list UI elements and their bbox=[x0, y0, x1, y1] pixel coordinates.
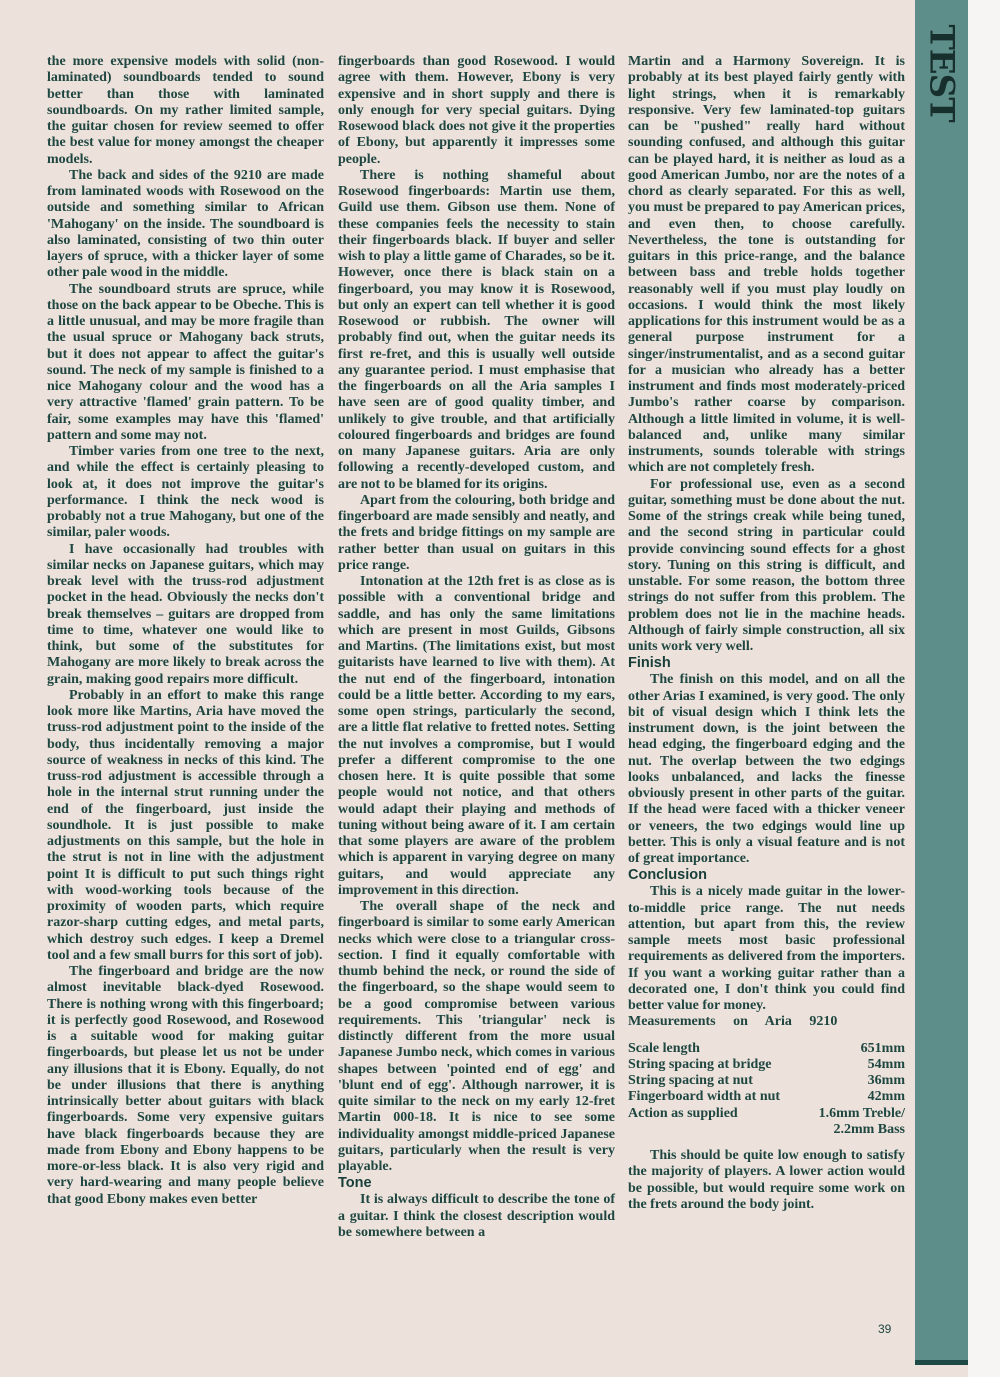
paragraph: Martin and a Harmony Sovereign. It is probably at its best played fairly gently with light strings, when it is remarkably responsive. Very few laminated-top guitars can be "pushed" really hard without sounding confused, and although this guitar can be played hard, it is neither as loud as a good American Jumbo, nor are the notes of a chord as clearly separated. For this as well, you must be prepared to pay American prices, and even then, to choose carefully. Nevertheless, the tone is outstanding for guitars in this price-range, and the balance between bass and treble holds together reasonably well if you must play loudly on occasions. I would think the most likely applications for this instrument would be as a general purpose instrument for a singer/instrumentalist, and as a second guitar for a musician who already has a better instrument and finds most moderately-priced Jumbo's rather coarse by comparison. Although a little limited in volume, it is well-balanced and, unlike many similar instruments, sounds tolerable with strings which are not completely fresh. bbox=[628, 54, 905, 476]
paragraph: Apart from the colouring, both bridge and fingerboard are made sensibly and neatly, and the frets and bridge fittings on my sample are rather better than usual on guitars in this price range. bbox=[338, 492, 615, 573]
paragraph: the more expensive models with solid (non-laminated) soundboards tended to sound better than those with laminated soundboards. On my rather limited sample, the guitar chosen for review seemed to offer the best value for money amongst the cheaper models. bbox=[47, 54, 324, 167]
paragraph: It is always difficult to describe the tone of a guitar. I think the closest description would be somewhere between a bbox=[338, 1192, 615, 1240]
row-value: 651mm bbox=[860, 1040, 905, 1056]
table-row bbox=[628, 1122, 905, 1138]
conclusion-heading: Conclusion bbox=[628, 867, 707, 884]
paragraph: The fingerboard and bridge are the now almost inevitable black-dyed Rosewood. There is nothing wrong with this fingerboard; it is perfectly good Rosewood, and Rosewood is a suitable wood for making guitar fingerboards, but please let us not be under any illusions that it is Ebony. Equally, do not be under illusions that there is anything intrinsically better about guitars with black fingerboards. Some very expensive guitars have black fingerboards because they are made from Ebony and Ebony happens to be more-or-less black. It is also very rigid and very hard-wearing and many people believe that good Ebony makes even better bbox=[47, 964, 324, 1207]
row-value: 36mm bbox=[867, 1073, 905, 1088]
row-value: 42mm bbox=[867, 1089, 905, 1105]
row-label: String spacing at nut bbox=[628, 1073, 753, 1088]
paragraph: Probably in an effort to make this range look more like Martins, Aria have moved the truss-rod adjustment point to the inside of the body, thus incidentally removing a major source of weakness in necks of this kind. The truss-rod adjustment is accessible through a hole in the internal strut running under the end of the fingerboard, just inside the soundhole. It is just possible to make adjustments on this sample, but the hole in the strut is not in line with the adjustment point It is difficult to put such things right with wood-working tools because of the proximity of wooden parts, which require razor-sharp cutting edges, and metal parts, which destroy such edges. I keep a Dremel tool and a few small burrs for this sort of job). bbox=[47, 687, 324, 963]
paragraph: I have occasionally had troubles with similar necks on Japanese guitars, which may break level with the truss-rod adjustment pocket in the head. Obviously the necks don't break themselves – guitars are dropped from time to time, whatever one would like to think, but some of the substitutes for Mahogany are more likely to break across the grain, making good repairs more difficult. bbox=[47, 541, 324, 687]
table-row bbox=[628, 1106, 905, 1122]
table-row bbox=[628, 1073, 905, 1089]
finish-heading: Finish bbox=[628, 655, 671, 672]
table-row bbox=[628, 1057, 905, 1073]
row-value: 2.2mm Bass bbox=[833, 1121, 905, 1137]
row-label: String spacing at bridge bbox=[628, 1056, 772, 1072]
column-3 bbox=[628, 54, 905, 1213]
column-1 bbox=[47, 54, 324, 1208]
paragraph: For professional use, even as a second guitar, something must be done about the nut. Some of the strings creak while being tuned, and the second string in particular could provide convincing sound effects for a ghost story. Tuning on this string is difficult, and unstable. For some reason, the bottom three strings do not suffer from this problem. The problem does not lie in the machine heads. Although of fairly simple construction, all six units work very well. bbox=[628, 476, 905, 654]
paragraph: The soundboard struts are spruce, while those on the back appear to be Obeche. This is a little unusual, and may be more fragile than the usual spruce or Mahogany back struts, but it does not appear to affect the guitar's sound. The neck of my sample is finished to a nice Mahogany colour and the wood has a very attractive 'flamed' grain pattern. To be fair, some examples may have this 'flamed' pattern and some may not. bbox=[47, 281, 324, 443]
measurements-table bbox=[628, 1041, 905, 1139]
paragraph: The finish on this model, and on all the other Arias I examined, is very good. The only bit of visual design which I think lets the instrument down, is the joint between the head edging, the fingerboard edging and the nut. The overlap between the two edgings looks unbalanced, and lacks the finesse obviously present in other parts of the guitar. If the head were faced with a thicker veneer or veneers, the two edgings would line up better. This is only a visual feature and is not of great importance. bbox=[628, 672, 905, 866]
paragraph: This should be quite low enough to satisfy the majority of players. A lower action would be possible, but would require some work on the frets around the body joint. bbox=[628, 1148, 905, 1212]
paragraph: Timber varies from one tree to the next, and while the effect is certainly pleasing to look at, it does not improve the guitar's performance. I think the neck wood is probably not a true Mahogany, but one of the similar, paler woods. bbox=[47, 444, 324, 541]
page-number: 39 bbox=[878, 1322, 892, 1336]
paragraph: fingerboards than good Rosewood. I would agree with them. However, Ebony is very expensive and in short supply and there is only enough for very special guitars. Dying Rosewood black does not give it the properties of Ebony, but apparently it impresses some people. bbox=[338, 54, 615, 167]
paragraph: There is nothing shameful about Rosewood fingerboards: Martin use them, Guild use them. Gibson use them. None of these companies feels the necessity to stain their fingerboards black. If buyer and seller wish to play a little game of Charades, so be it. However, once there is black stain on a fingerboard, you may know it is Rosewood, but only an expert can tell whether it is good Rosewood or rubbish. The owner will probably find out, when the guitar needs its first re-fret, and this is usually well outside any guarantee period. I must emphasise that the fingerboards on all the Aria samples I have seen are of good quality timber, and unlikely to give trouble, and that artificially coloured fingerboards and bridges are found on many Japanese guitars. Aria are only following a recently-developed custom, and are not to be blamed for its origins. bbox=[338, 167, 615, 492]
column-2 bbox=[338, 54, 615, 1241]
row-value: 54mm bbox=[867, 1056, 905, 1072]
paragraph: This is a nicely made guitar in the lower-to-middle price range. The nut needs attention, but apart from this, the review sample meets most basic professional requirements as delivered from the importers. If you want a working guitar rather than a decorated one, I don't think you could find better value for money. bbox=[628, 884, 905, 1013]
tone-heading: Tone bbox=[338, 1175, 372, 1192]
paragraph: The overall shape of the neck and fingerboard is similar to some early American necks which were close to a triangular cross-section. I find it equally comfortable with thumb behind the neck, or round the side of the fingerboard, so the shape would seem to be a good compromise between various requirements. This 'triangular' neck is distinctly different from the more usual Japanese Jumbo neck, which comes in various shapes between 'pointed end of egg' and 'blunt end of egg'. Although narrower, it is quite similar to the neck on my early 12-fret Martin 000-18. It is nice to see some individuality amongst middle-priced Japanese guitars, particularly when the result is very playable. bbox=[338, 899, 615, 1174]
row-label: Fingerboard width at nut bbox=[628, 1089, 781, 1105]
row-label: Scale length bbox=[628, 1040, 700, 1056]
paragraph: The back and sides of the 9210 are made from laminated woods with Rosewood on the outside and something similar to African 'Mahogany' on the inside. The soundboard is also laminated, consisting of two thin outer layers of spruce, with a thicker layer of some other pale wood in the middle. bbox=[47, 167, 324, 281]
section-tag bbox=[918, 24, 966, 122]
table-row bbox=[628, 1089, 905, 1105]
paragraph: Intonation at the 12th fret is as close as is possible with a conventional bridge and saddle, and has only the same limitations which are present in most Guilds, Gibsons and Martins. (The limitations exist, but most guitarists have learned to live with them). At the nut end of the fingerboard, intonation could be a little better. According to my ears, some open strings, particularly the second, are a little flat relative to fretted notes. Setting the nut involves a compromise, but I would prefer a different compromise to the one chosen here. It is quite possible that some people would not notice, and that others would adapt their playing and methods of tuning without being aware of it. I am certain that some players are aware of the problem which is apparent in varying degree on many guitars, and would appreciate any improvement in this direction. bbox=[338, 574, 615, 898]
row-value: 1.6mm Treble/ bbox=[818, 1105, 905, 1121]
measurements-title: Measurements on Aria 9210 bbox=[628, 1014, 838, 1030]
table-row bbox=[628, 1041, 905, 1057]
row-label: Action as supplied bbox=[628, 1105, 738, 1121]
section-band bbox=[915, 0, 968, 1362]
section-tag-text: TEST bbox=[922, 24, 963, 122]
section-band-bottom bbox=[915, 1360, 968, 1365]
row-label bbox=[628, 1122, 805, 1138]
